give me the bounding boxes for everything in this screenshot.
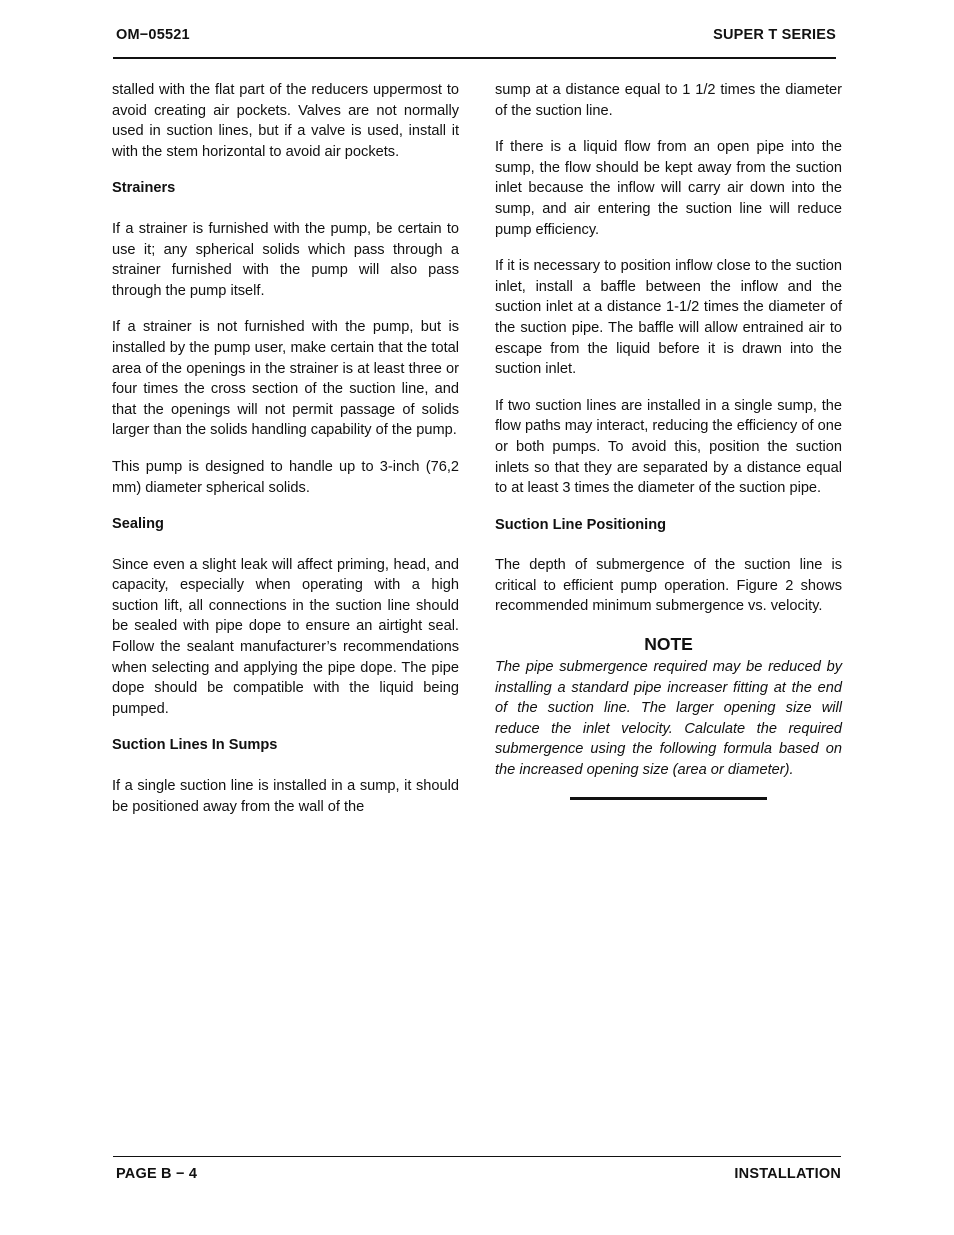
heading-suction-line-positioning: Suction Line Positioning [495, 516, 667, 533]
heading-strainers: Strainers [112, 180, 176, 197]
paragraph: If a single suction line is installed in a sump, it should be positioned away from the wall of the [112, 778, 459, 815]
note-end-rule [570, 797, 767, 800]
paragraph: If a strainer is furnished with the pump, be certain to use it; any spherical solids which pass through a strainer furnished with the pump will also pass through the pump itself. [112, 220, 459, 299]
left-column [112, 80, 459, 833]
document-number: OM−05521 [116, 27, 190, 43]
note-title: NOTE [644, 634, 693, 655]
paragraph: If two suction lines are installed in a single sump, the flow paths may interact, reducing the efficiency of one or both pumps. To avoid this, position the suction inlets so that they are separated by a distance equal to at least 3 times the diameter of the suction pipe. [495, 397, 842, 497]
paragraph: The depth of submergence of the suction line is critical to efficient pump operation. Figure 2 shows recommended minimum submergence vs. velocity. [495, 557, 842, 615]
paragraph: stalled with the flat part of the reducers uppermost to avoid creating air pockets. Valves are not normally used in suction lines, but if a valve is used, install it with the stem horizontal to avoid air pockets. [112, 82, 459, 160]
paragraph: Since even a slight leak will affect priming, head, and capacity, especially when operating with a high suction lift, all connections in the suction line should be sealed with pipe dope to ensure an airtight seal. Follow the sealant manufacturer’s recommendations when selecting and applying the pipe dope. The pipe dope should be compatible with the liquid being pumped. [112, 556, 459, 717]
heading-sealing: Sealing [112, 516, 164, 533]
header-divider [113, 57, 836, 59]
page-number: PAGE B − 4 [116, 1166, 198, 1182]
paragraph: This pump is designed to handle up to 3-inch (76,2 mm) diameter spherical solids. [112, 458, 459, 496]
paragraph: If it is necessary to position inflow close to the suction inlet, install a baffle between the inflow and the suction inlet at a distance 1-1/2 times the diameter of the suction pipe. The baffle will allow entrained air to escape from the liquid before it is drawn into the suction inlet. [495, 258, 842, 378]
heading-suction-lines-in-sumps: Suction Lines In Sumps [112, 737, 278, 754]
series-title: SUPER T SERIES [713, 27, 836, 43]
paragraph: If there is a liquid flow from an open pipe into the sump, the flow should be kept away from the suction inlet because the inflow will carry air down into the sump, and air entering the suction line will reduce pump efficiency. [495, 139, 842, 238]
paragraph: sump at a distance equal to 1 1/2 times the diameter of the suction line. [495, 82, 842, 119]
footer-divider [113, 1156, 841, 1157]
paragraph: If a strainer is not furnished with the pump, but is installed by the pump user, make certain that the total area of the openings in the strainer is at least three or four times the cross section of the suction line, and that the openings will not permit passage of solids larger than the solids handling capability of the pump. [112, 319, 459, 439]
note-body: The pipe submergence required may be reduced by installing a standard pipe increaser fitting at the end of the suction line. The larger opening size will reduce the inlet velocity. Calculate the required submergence using the following formula based on the increased opening size (area or diameter). [495, 659, 842, 779]
section-title: INSTALLATION [734, 1166, 841, 1182]
right-column [495, 80, 842, 800]
